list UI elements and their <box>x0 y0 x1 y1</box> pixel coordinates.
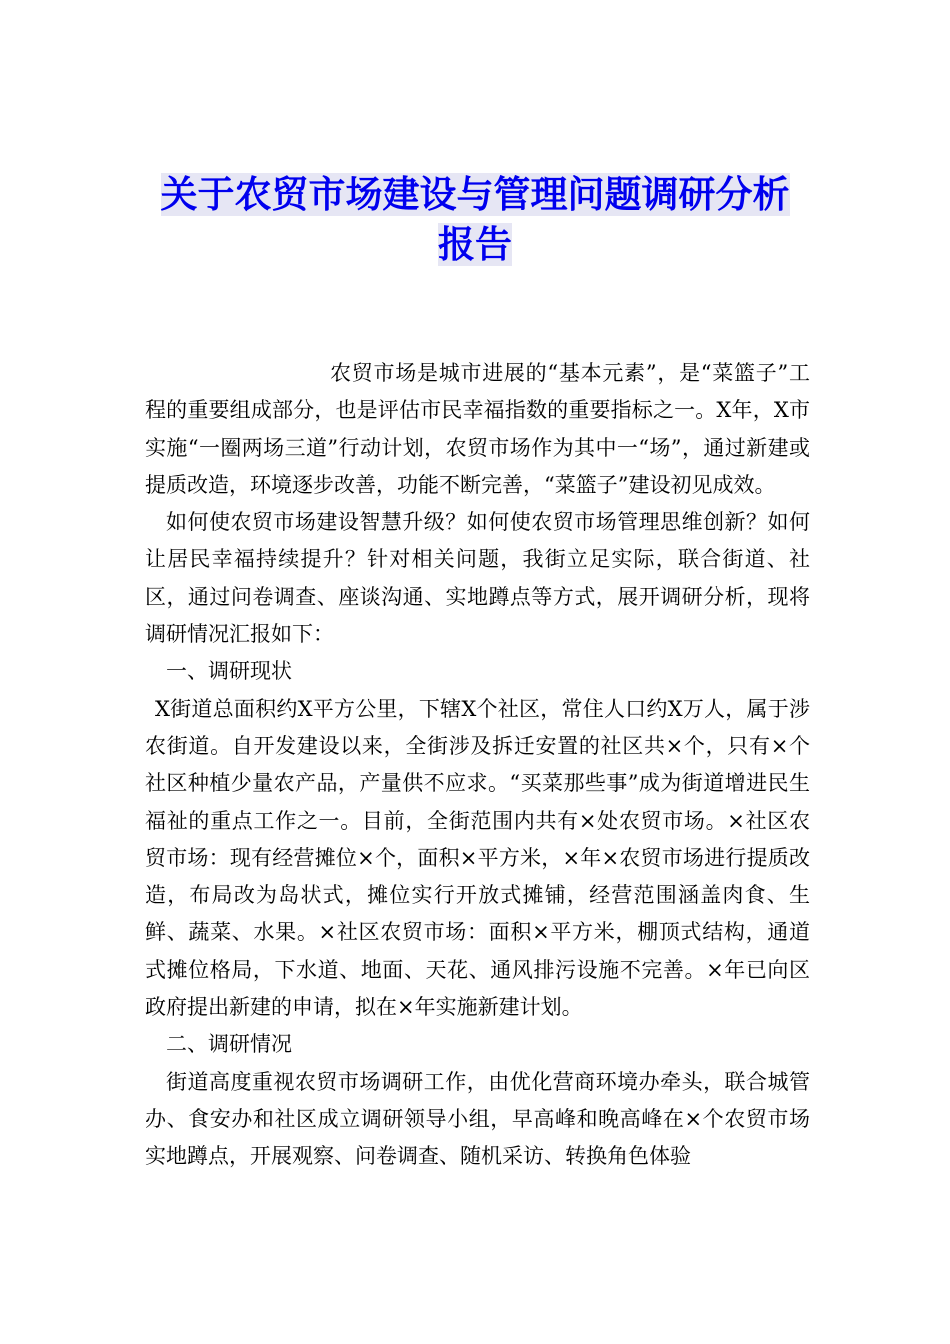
title-line-1: 关于农贸市场建设与管理问题调研分析 <box>160 173 790 216</box>
section-heading-situation: 二、调研情况 <box>166 1032 292 1057</box>
paragraph-questions: 如何使农贸市场建设智慧升级？如何使农贸市场管理思维创新？如何让居民幸福持续提升？针对相关问题，我街立足实际，联合街道、社区，通过问卷调查、座谈沟通、实地蹲点等方式，展开调研分析，现将调研情况汇报如下： <box>145 510 810 647</box>
section-heading-status: 一、调研现状 <box>166 659 292 684</box>
document-body <box>145 355 810 1176</box>
paragraph-intro: 农贸市场是城市进展的“基本元素”，是“菜篮子”工程的重要组成部分，也是评估市民幸福指数的重要指标之一。X年，X市实施“一圈两场三道”行动计划，农贸市场作为其中一“场”，通过新建或提质改造，环境逐步改善，功能不断完善，“菜篮子”建设初见成效。 <box>145 361 810 497</box>
paragraph-status: X街道总面积约X平方公里，下辖X个社区，常住人口约X万人，属于涉农街道。自开发建设以来，全街涉及拆迁安置的社区共×个，只有×个社区种植少量农产品，产量供不应求。“买菜那些事”成为街道增进民生福祉的重点工作之一。目前，全街范围内共有×处农贸市场。×社区农贸市场：现有经营摊位×个，面积×平方米，×年×农贸市场进行提质改造，布局改为岛状式，摊位实行开放式摊铺，经营范围涵盖肉食、生鲜、蔬菜、水果。×社区农贸市场：面积×平方米，棚顶式结构，通道式摊位格局，下水道、地面、天花、通风排污设施不完善。×年已向区政府提出新建的申请，拟在×年实施新建计划。 <box>145 696 810 1020</box>
document-title <box>120 170 830 270</box>
title-line-2: 报告 <box>438 223 512 266</box>
paragraph-situation: 街道高度重视农贸市场调研工作，由优化营商环境办牵头，联合城管办、食安办和社区成立调研领导小组，早高峰和晚高峰在×个农贸市场实地蹲点，开展观察、问卷调查、随机采访、转换角色体验 <box>145 1069 810 1169</box>
